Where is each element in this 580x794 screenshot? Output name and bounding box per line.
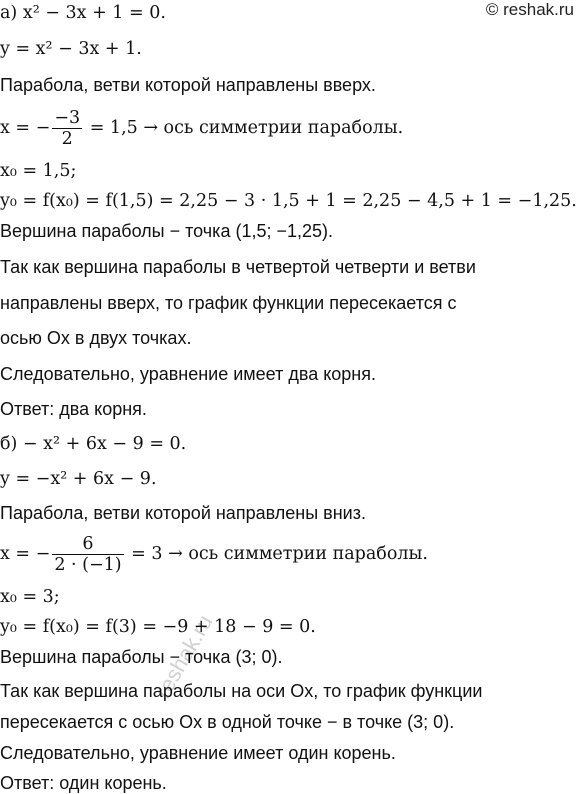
- line-reason-a-1: Так как вершина параболы в четвертой четверти и ветви: [0, 257, 476, 277]
- line-function-b: y = −x² + 6x − 9.: [0, 469, 157, 489]
- fraction-a-numerator: −3: [54, 108, 81, 128]
- line-parabola-up: Парабола, ветви которой направлены вверх.: [0, 75, 376, 95]
- line-reason-b-2: пересекается с осью Ox в одной точке − в точке (3; 0).: [0, 712, 455, 732]
- diagonal-watermark: reshak.ru: [150, 610, 218, 703]
- line-reason-a-2: направлены вверх, то график функции пересекается с: [0, 293, 457, 313]
- line-conclusion-a: Следовательно, уравнение имеет два корня.: [0, 364, 376, 384]
- line-y0-a: y₀ = f(x₀) = f(1,5) = 2,25 − 3 · 1,5 + 1 = 2,25 − 4,5 + 1 = −1,25.: [0, 191, 577, 211]
- axis-a-prefix: x = −: [0, 118, 51, 138]
- line-answer-b: Ответ: один корень.: [0, 773, 167, 793]
- fraction-b-numerator: 6: [52, 534, 123, 555]
- line-y0-b: y₀ = f(x₀) = f(3) = −9 + 18 − 9 = 0.: [0, 617, 316, 637]
- line-equation-a: а) x² − 3x + 1 = 0.: [0, 3, 166, 23]
- line-x0-a: x₀ = 1,5;: [0, 161, 77, 181]
- fraction-a: [52, 108, 82, 149]
- axis-a-suffix: = 1,5 → ось симметрии параболы.: [84, 118, 404, 138]
- line-vertex-b: Вершина параболы − точка (3; 0).: [0, 647, 283, 667]
- axis-b-suffix: = 3 → ось симметрии параболы.: [125, 544, 428, 564]
- line-function-a: y = x² − 3x + 1.: [0, 39, 142, 59]
- line-answer-a: Ответ: два корня.: [0, 399, 147, 419]
- line-equation-b: б) − x² + 6x − 9 = 0.: [0, 434, 187, 454]
- site-watermark: © reshak.ru: [485, 0, 574, 19]
- line-reason-b-1: Так как вершина параболы на оси Ox, то график функции: [0, 681, 483, 701]
- line-vertex-a: Вершина параболы − точка (1,5; −1,25).: [0, 221, 334, 241]
- line-parabola-down: Парабола, ветви которой направлены вниз.: [0, 503, 366, 523]
- line-x0-b: x₀ = 3;: [0, 587, 60, 607]
- line-axis-b: [0, 534, 428, 575]
- line-reason-a-3: осью Ox в двух точках.: [0, 328, 192, 348]
- fraction-b-denominator: 2 · (−1): [54, 555, 122, 575]
- fraction-a-denominator: 2: [61, 129, 73, 149]
- fraction-b: [52, 534, 123, 575]
- line-axis-a: [0, 108, 403, 149]
- axis-b-prefix: x = −: [0, 544, 51, 564]
- line-conclusion-b: Следовательно, уравнение имеет один корень.: [0, 743, 396, 763]
